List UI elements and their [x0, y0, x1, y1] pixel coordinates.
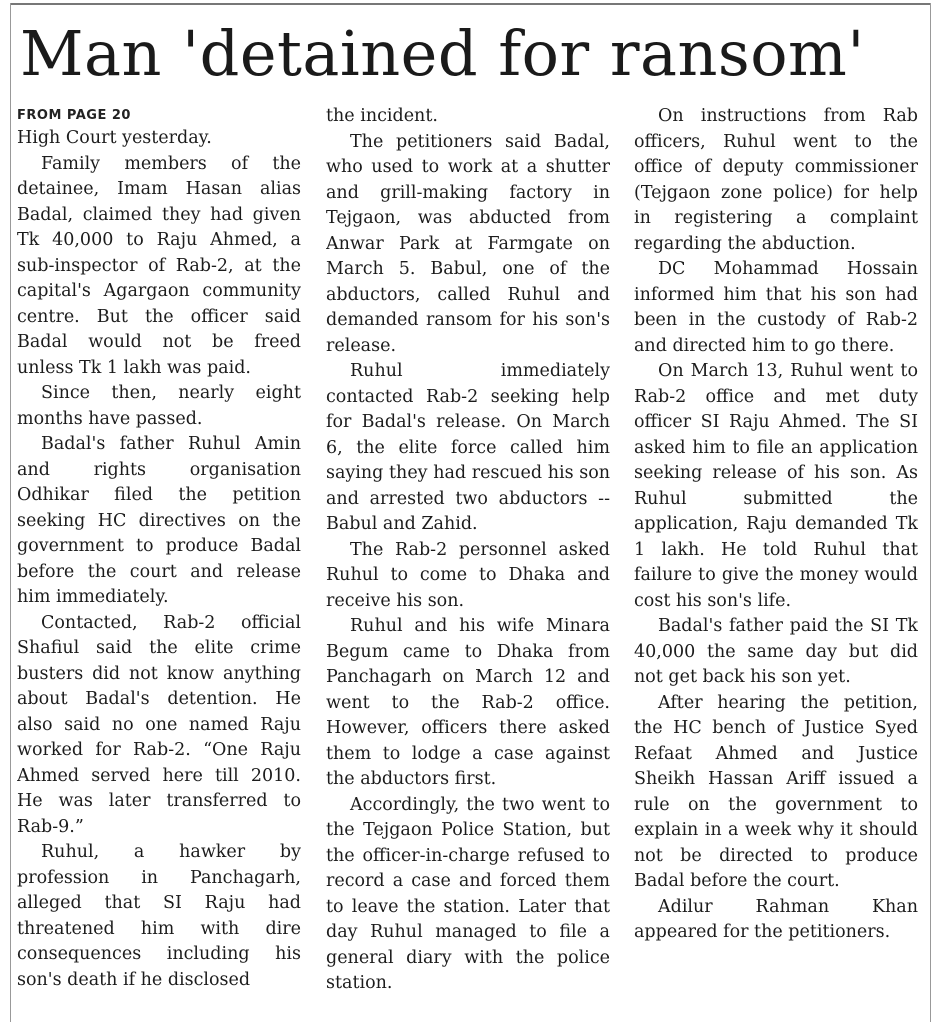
paragraph: the incident. [326, 106, 438, 126]
paragraph: Ruhul, a hawker by profession in Panchagarh, alleged that SI Raju had threatened him with dire consequences including his son's death if he disclosed [17, 842, 301, 990]
top-border-rule [10, 3, 931, 5]
paragraph: On instructions from Rab officers, Ruhul went to the office of deputy commissioner (Tejgaon zone police) for help in registering a complaint regarding the abduction. [634, 106, 918, 254]
paragraph: High Court yesterday. [17, 128, 212, 148]
column-1 [17, 104, 301, 1022]
paragraph: Adilur Rahman Khan appeared for the petitioners. [634, 896, 918, 942]
paragraph: Ruhul immediately contacted Rab-2 seeking help for Badal's release. On March 6, the elite force called him saying they had rescued his son and arrested two abductors -- Babul and Zahid. [326, 361, 610, 534]
paragraph: Badal's father Ruhul Amin and rights organisation Odhikar filed the petition seeking HC directives on the government to produce Badal before the court and release him immediately. [17, 434, 301, 607]
jump-label: FROM PAGE 20 [17, 108, 131, 123]
paragraph: Contacted, Rab-2 official Shafiul said the elite crime busters did not know anything about Badal's detention. He also said no one named Raju worked for Rab-2. “One Raju Ahmed served here till 2010. He was later transferred to Rab-9.” [17, 612, 301, 837]
paragraph: Badal's father paid the SI Tk 40,000 the same day but did not get back his son yet. [634, 616, 918, 687]
headline: Man 'detained for ransom' [20, 17, 865, 90]
article-body [0, 104, 939, 1022]
paragraph: The petitioners said Badal, who used to work at a shutter and grill-making factory in Tejgaon, was abducted from Anwar Park at Farmgate on March 5. Babul, one of the abductors, called Ruhul and demanded ransom for his son's release. [326, 131, 610, 356]
paragraph: On March 13, Ruhul went to Rab-2 office and met duty officer SI Raju Ahmed. The SI asked him to file an application seeking release of his son. As Ruhul submitted the application, Raju demanded Tk 1 lakh. He told Ruhul that failure to give the money would cost his son's life. [634, 361, 918, 611]
paragraph: The Rab-2 personnel asked Ruhul to come to Dhaka and receive his son. [326, 539, 610, 611]
paragraph: Family members of the detainee, Imam Hasan alias Badal, claimed they had given Tk 40,000 to Raju Ahmed, a sub-inspector of Rab-2, at the capital's Agargaon community centre. But the officer said Badal would not be freed unless Tk 1 lakh was paid. [17, 153, 301, 378]
paragraph: DC Mohammad Hossain informed him that his son had been in the custody of Rab-2 and directed him to go there. [634, 259, 918, 356]
paragraph: Accordingly, the two went to the Tejgaon Police Station, but the officer-in-charge refused to record a case and forced them to leave the station. Later that day Ruhul managed to file a general diary with the police station. [326, 794, 610, 993]
paragraph: Since then, nearly eight months have passed. [17, 383, 301, 429]
column-3 [634, 104, 918, 1022]
column-2 [326, 104, 610, 1022]
paragraph: After hearing the petition, the HC bench of Justice Syed Refaat Ahmed and Justice Sheikh Hassan Ariff issued a rule on the government to explain in a week why it should not be directed to produce Badal before the court. [634, 692, 918, 891]
paragraph: Ruhul and his wife Minara Begum came to Dhaka from Panchagarh on March 12 and went to the Rab-2 office. However, officers there asked them to lodge a case against the abductors first. [326, 616, 610, 789]
